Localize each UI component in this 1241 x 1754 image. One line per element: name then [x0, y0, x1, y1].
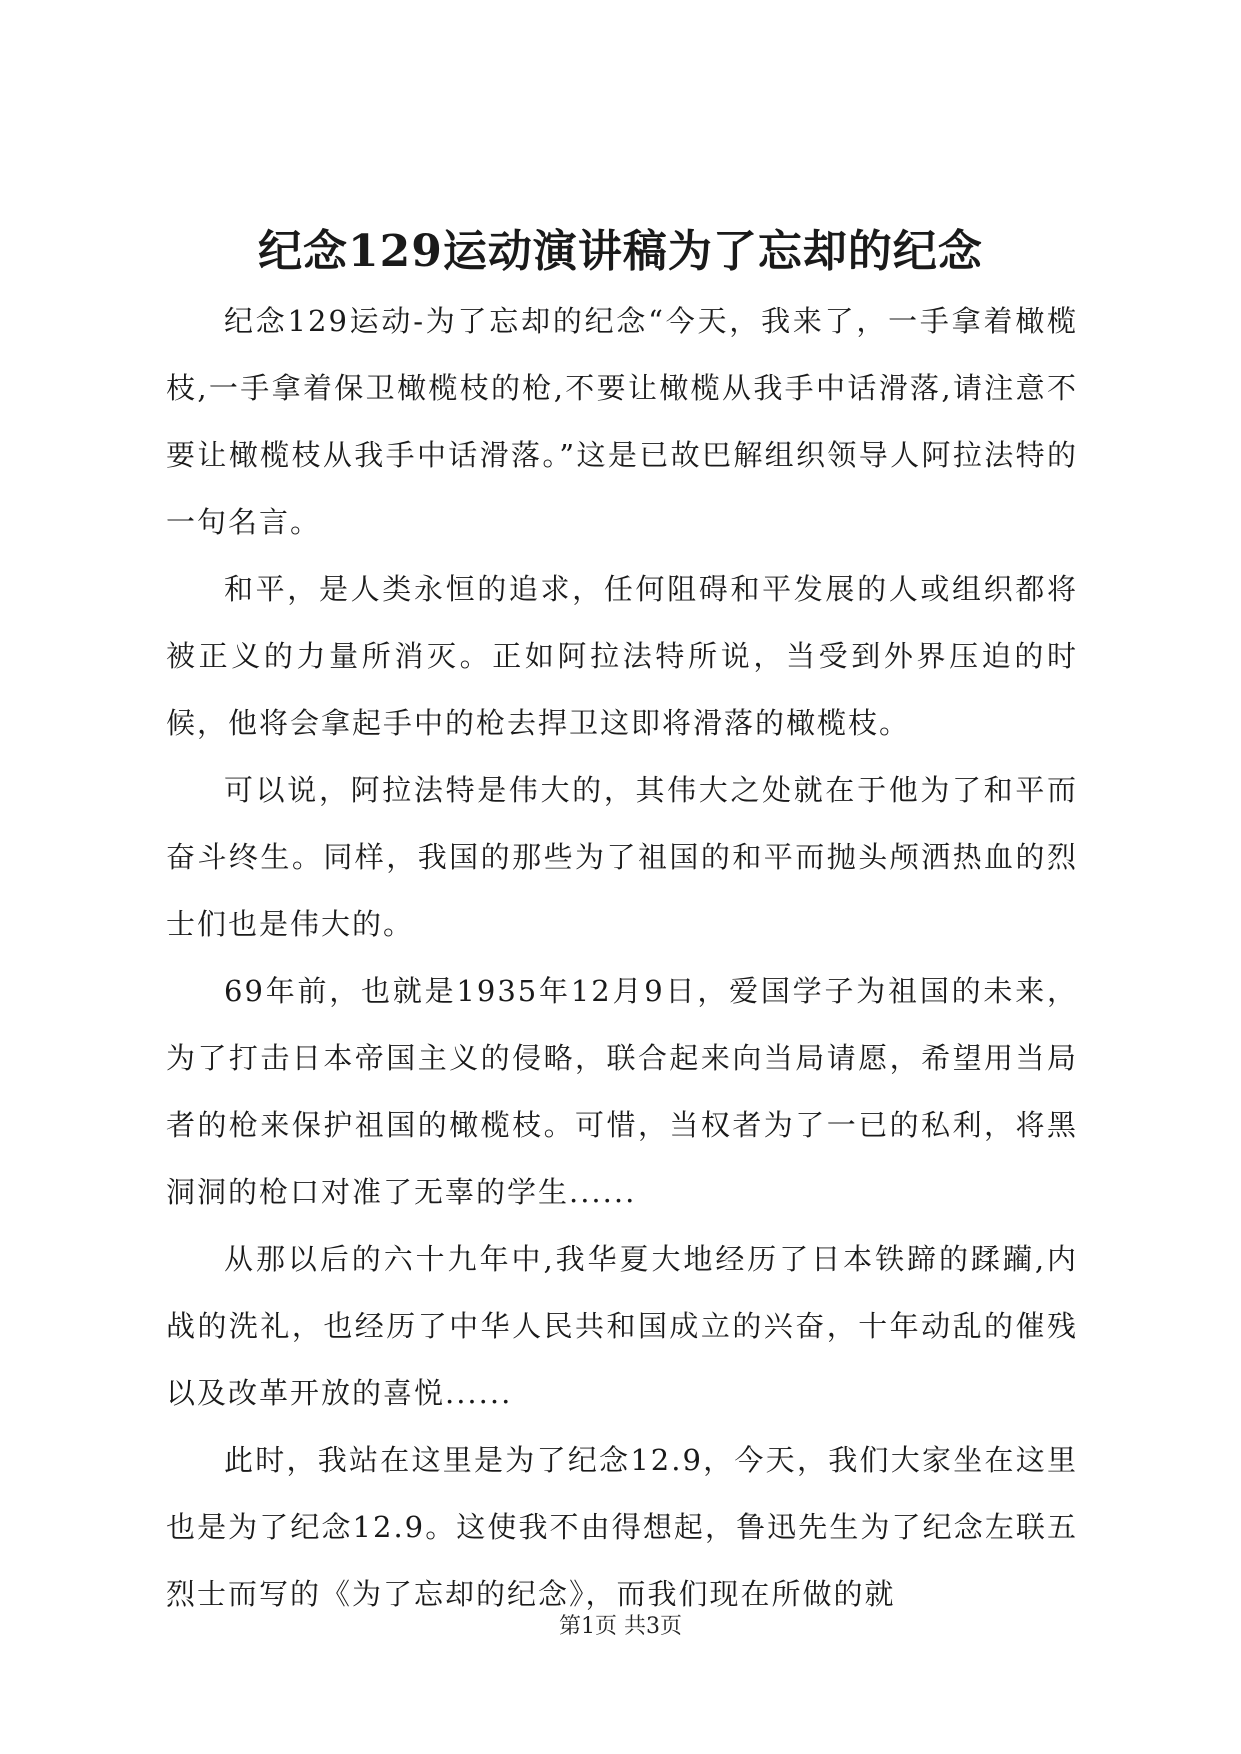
paragraph-6: 此时，我站在这里是为了纪念12.9，今天，我们大家坐在这里也是为了纪念12.9。这使我不由得想起，鲁迅先生为了纪念左联五烈士而写的《为了忘却的纪念》，而我们现在所做的就 — [166, 1443, 1078, 1611]
paragraph-2: 和平，是人类永恒的追求，任何阻碍和平发展的人或组织都将被正义的力量所消灭。正如阿拉法特所说，当受到外界压迫的时候，他将会拿起手中的枪去捍卫这即将滑落的橄榄枝。 — [166, 572, 1078, 740]
paragraph-4: 69年前，也就是1935年12月9日，爱国学子为祖国的未来，为了打击日本帝国主义的侵略，联合起来向当局请愿，希望用当局者的枪来保护祖国的橄榄枝。可惜，当权者为了一已的私利，将黑洞洞的枪口对准了无辜的学生...... — [166, 974, 1078, 1209]
paragraph-1: 纪念129运动-为了忘却的纪念“今天，我来了，一手拿着橄榄枝,一手拿着保卫橄榄枝的枪,不要让橄榄从我手中话滑落,请注意不要让橄榄枝从我手中话滑落。”这是已故巴解组织领导人阿拉法特的一句名言。 — [166, 304, 1078, 539]
page-footer: 第1页 共3页 — [559, 1614, 682, 1639]
document-body — [166, 288, 1078, 1628]
paragraph-3: 可以说，阿拉法特是伟大的，其伟大之处就在于他为了和平而奋斗终生。同样，我国的那些为了祖国的和平而抛头颅洒热血的烈士们也是伟大的。 — [166, 773, 1078, 941]
document-title: 纪念129运动演讲稿为了忘却的纪念 — [258, 226, 983, 277]
paragraph-5: 从那以后的六十九年中,我华夏大地经历了日本铁蹄的蹂躏,内战的洗礼，也经历了中华人民共和国成立的兴奋，十年动乱的催残以及改革开放的喜悦...... — [166, 1242, 1078, 1410]
